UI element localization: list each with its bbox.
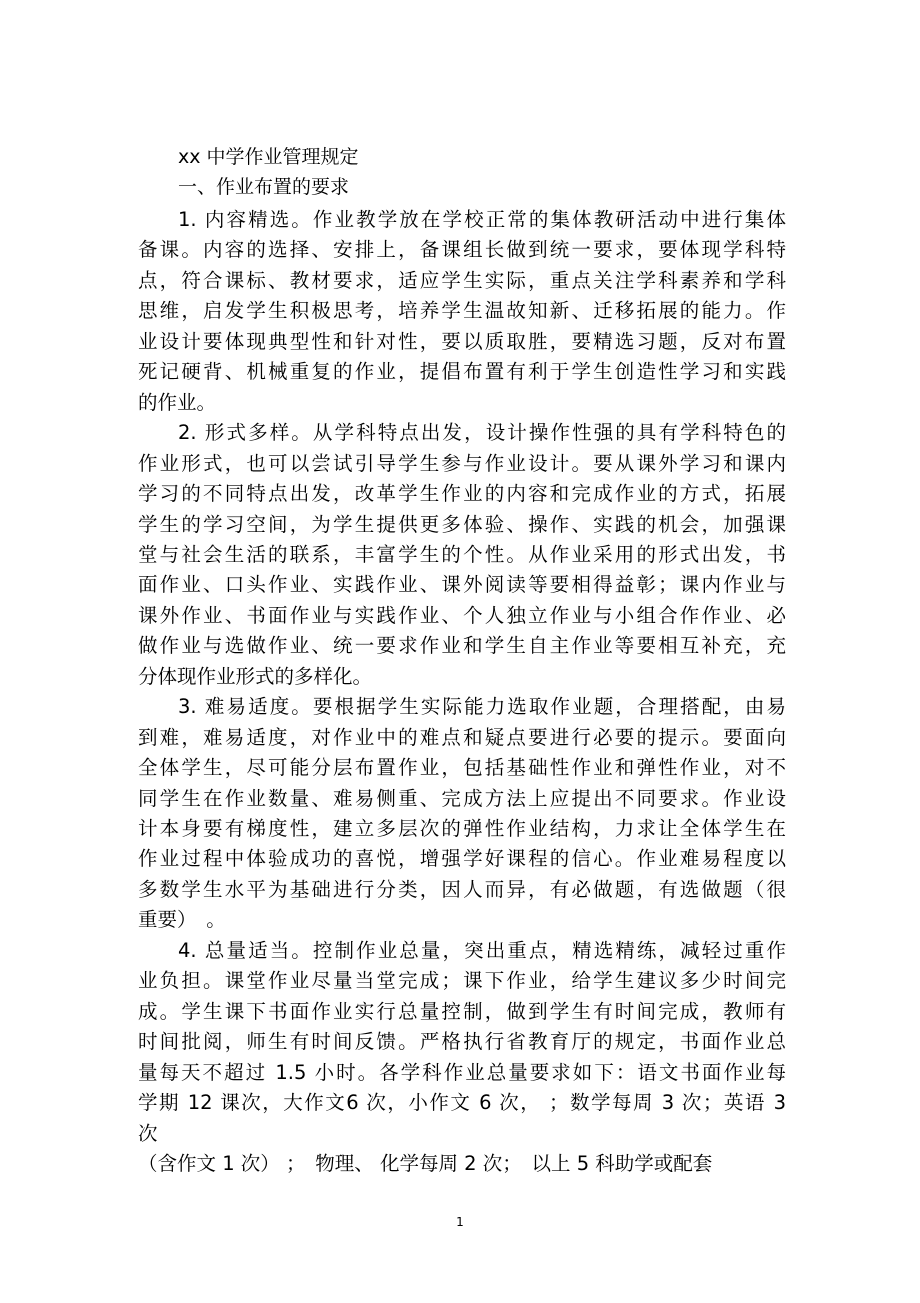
paragraph-first-line: 3. 难易适度。要根据学生实际能力选取作业题，合理搭配，由易: [178, 695, 786, 719]
paragraph-line: 思维，启发学生积极思考，培养学生温故知新、迁移拓展的能力。作: [138, 299, 786, 323]
paragraph-line: 堂与社会生活的联系，丰富学生的个性。从作业采用的形式出发，书: [138, 542, 786, 566]
paragraph-line: 作业形式，也可以尝试引导学生参与作业设计。要从课外学习和课内: [138, 451, 786, 475]
paragraph-line: 次: [138, 1121, 158, 1145]
paragraph-line: 分体现作业形式的多样化。: [138, 664, 373, 688]
paragraph-line: 同学生在作业数量、难易侧重、完成方法上应提出不同要求。作业设: [138, 786, 786, 810]
paragraph-line: 全体学生，尽可能分层布置作业，包括基础性作业和弹性作业，对不: [138, 756, 786, 780]
page-number: 1: [456, 1215, 464, 1229]
paragraph-first-line: 4. 总量适当。控制作业总量，突出重点，精选精练，减轻过重作: [178, 938, 786, 962]
paragraph-line: 成。学生课下书面作业实行总量控制，做到学生有时间完成，教师有: [138, 999, 786, 1023]
paragraph-line: 计本身要有梯度性，建立多层次的弹性作业结构，力求让全体学生在: [138, 817, 786, 840]
paragraph-line: 到难，难易适度，对作业中的难点和疑点要进行必要的提示。要面向: [138, 725, 786, 749]
paragraph-line: 作业过程中体验成功的喜悦，增强学好课程的信心。作业难易程度以: [138, 847, 786, 871]
paragraph-line: 的作业。: [138, 390, 217, 414]
paragraph-line: 备课。内容的选择、安排上，备课组长做到统一要求，要体现学科特: [138, 238, 786, 262]
paragraph-line: 面作业、口头作业、实践作业、课外阅读等要相得益彰；课内作业与: [138, 573, 786, 597]
document-title: xx 中学作业管理规定: [178, 146, 359, 168]
paragraph-line: 点，符合课标、教材要求，适应学生实际，重点关注学科素养和学科: [138, 268, 786, 292]
paragraph-line: 做作业与选做作业、统一要求作业和学生自主作业等要相互补充，充: [138, 634, 786, 658]
paragraph-line: 时间批阅，师生有时间反馈。严格执行省教育厅的规定，书面作业总: [138, 1030, 786, 1054]
paragraph-line: 量每天不超过 1.5 小时。各学科作业总量要求如下：语文书面作业每: [138, 1060, 786, 1084]
paragraph-line: 重要） 。: [138, 908, 226, 932]
paragraph-line: 业设计要体现典型性和针对性，要以质取胜，要精选习题，反对布置: [138, 329, 786, 353]
paragraph-line: 学生的学习空间，为学生提供更多体验、操作、实践的机会，加强课: [138, 512, 786, 536]
section-heading: 一、作业布置的要求: [178, 176, 350, 198]
paragraph-line: 课外作业、书面作业与实践作业、个人独立作业与小组合作作业、必: [138, 603, 786, 627]
paragraph-first-line: 2. 形式多样。从学科特点出发，设计操作性强的具有学科特色的: [178, 421, 786, 445]
paragraph-line: 多数学生水平为基础进行分类，因人而异，有必做题，有选做题（很: [138, 877, 786, 901]
paragraph-line: 业负担。课堂作业尽量当堂完成；课下作业，给学生建议多少时间完: [138, 969, 786, 993]
paragraph-line: 死记硬背、机械重复的作业，提倡布置有利于学生创造性学习和实践: [138, 360, 786, 384]
paragraph-first-line: 1. 内容精选。作业教学放在学校正常的集体教研活动中进行集体: [178, 208, 786, 231]
paragraph-line: 学习的不同特点出发，改革学生作业的内容和完成作业的方式，拓展: [138, 482, 786, 506]
paragraph-line: （含作文 1 次） ； 物理、 化学每周 2 次； 以上 5 科助学或配套: [138, 1151, 713, 1175]
paragraph-line: 学期 12 课次，大作文6 次，小作文 6 次， ；数学每周 3 次；英语 3: [138, 1091, 786, 1115]
